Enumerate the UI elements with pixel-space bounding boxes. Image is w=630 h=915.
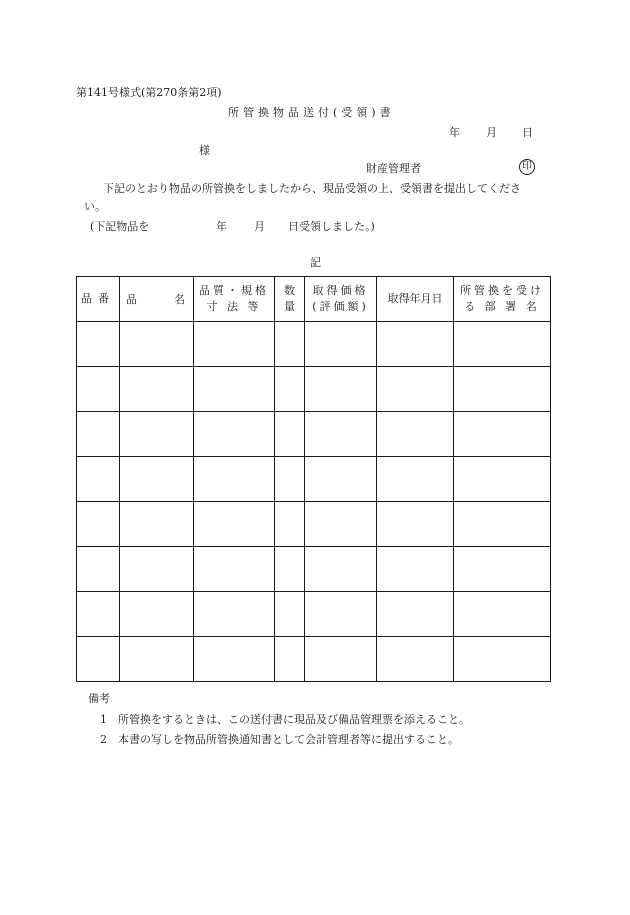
table-cell[interactable]: [275, 592, 305, 637]
table-cell[interactable]: [377, 637, 454, 682]
header-acquisition-price: [305, 277, 377, 322]
item-table: [76, 276, 551, 682]
table-cell[interactable]: [305, 412, 377, 457]
receipt-statement-suffix: 日受領しました。): [288, 220, 375, 233]
table-cell[interactable]: [377, 592, 454, 637]
table-cell[interactable]: [120, 412, 194, 457]
table-cell[interactable]: [377, 367, 454, 412]
date-month-label: 月: [486, 126, 497, 139]
header-price-line1: 取得価格: [312, 284, 369, 297]
table-cell[interactable]: [194, 457, 275, 502]
table-cell[interactable]: [454, 592, 551, 637]
table-cell[interactable]: [305, 367, 377, 412]
table-cell[interactable]: [275, 502, 305, 547]
table-row: [77, 367, 551, 412]
remark-note-text: 所管換をするときは、この送付書に現品及び備品管理票を添えること。: [118, 713, 470, 726]
header-dept-line2: る 部 署 名: [464, 300, 540, 313]
remark-note-number: 1: [100, 713, 107, 726]
table-body: [77, 322, 551, 682]
table-cell[interactable]: [305, 547, 377, 592]
date-day-label: 日: [522, 126, 533, 139]
table-cell[interactable]: [454, 322, 551, 367]
table-cell[interactable]: [194, 547, 275, 592]
table-cell[interactable]: [377, 412, 454, 457]
table-cell[interactable]: [120, 637, 194, 682]
header-quantity-line1: 数: [284, 284, 295, 297]
header-acquisition-date: 取得年月日: [377, 277, 454, 322]
document-title: 所管換物品送付(受領)書: [228, 106, 395, 119]
header-quality-line2: 寸 法 等: [206, 300, 262, 313]
table-cell[interactable]: [377, 547, 454, 592]
property-manager-label: 財産管理者: [366, 162, 421, 175]
table-cell[interactable]: [275, 547, 305, 592]
receipt-statement-prefix: (下記物品を: [90, 220, 150, 233]
table-cell[interactable]: [305, 322, 377, 367]
body-text-line2: い。: [84, 200, 106, 213]
table-cell[interactable]: [377, 322, 454, 367]
table-cell[interactable]: [305, 502, 377, 547]
table-row: [77, 457, 551, 502]
form-number: 第141号様式(第270条第2項): [76, 86, 222, 99]
table-cell[interactable]: [275, 637, 305, 682]
header-item-name-left: 品: [126, 293, 137, 306]
table-cell[interactable]: [77, 322, 120, 367]
table-cell[interactable]: [305, 637, 377, 682]
table-row: [77, 322, 551, 367]
table-cell[interactable]: [120, 592, 194, 637]
table-row: [77, 547, 551, 592]
table-cell[interactable]: [120, 502, 194, 547]
table-cell[interactable]: [194, 322, 275, 367]
table-row: [77, 592, 551, 637]
body-text-line1: 下記のとおり物品の所管換をしましたから、現品受領の上、受領書を提出してくださ: [103, 182, 521, 195]
table-cell[interactable]: [275, 457, 305, 502]
header-item-no: 品番: [77, 277, 120, 322]
header-item-name: [120, 277, 194, 322]
remark-note-number: 2: [100, 733, 107, 746]
header-quantity-line2: 量: [284, 300, 295, 313]
table-cell[interactable]: [120, 367, 194, 412]
table-row: [77, 637, 551, 682]
table-cell[interactable]: [77, 367, 120, 412]
table-cell[interactable]: [377, 457, 454, 502]
table-cell[interactable]: [77, 592, 120, 637]
table-cell[interactable]: [305, 457, 377, 502]
table-header-row: [77, 277, 551, 322]
table-cell[interactable]: [454, 412, 551, 457]
table-row: [77, 412, 551, 457]
table-cell[interactable]: [454, 457, 551, 502]
table-cell[interactable]: [77, 412, 120, 457]
table-cell[interactable]: [454, 367, 551, 412]
remark-note: [100, 731, 459, 747]
date-year-label: 年: [449, 126, 460, 139]
ki-label: 記: [310, 256, 321, 269]
table-cell[interactable]: [194, 502, 275, 547]
table-cell[interactable]: [194, 412, 275, 457]
table-row: [77, 502, 551, 547]
table-cell[interactable]: [77, 502, 120, 547]
table-cell[interactable]: [120, 322, 194, 367]
table-cell[interactable]: [377, 502, 454, 547]
table-cell[interactable]: [305, 592, 377, 637]
table-cell[interactable]: [275, 412, 305, 457]
table-cell[interactable]: [77, 457, 120, 502]
header-dept-line1: 所管換を受け: [460, 284, 544, 297]
receipt-month-label: 月: [254, 220, 265, 233]
seal-mark: 印: [519, 159, 535, 175]
table-cell[interactable]: [194, 367, 275, 412]
receipt-year-label: 年: [216, 220, 227, 233]
remark-note-text: 本書の写しを物品所管換通知書として会計管理者等に提出すること。: [118, 733, 459, 746]
header-receiving-department: [454, 277, 551, 322]
header-quality-line1: 品質・規格: [199, 284, 269, 297]
table-cell[interactable]: [194, 637, 275, 682]
table-cell[interactable]: [454, 547, 551, 592]
table-cell[interactable]: [120, 457, 194, 502]
table-cell[interactable]: [454, 502, 551, 547]
table-cell[interactable]: [275, 322, 305, 367]
header-item-name-right: 名: [174, 293, 185, 306]
header-quantity: [275, 277, 305, 322]
table-cell[interactable]: [77, 547, 120, 592]
table-cell[interactable]: [454, 637, 551, 682]
addressee-suffix: 様: [199, 144, 210, 157]
table-cell[interactable]: [194, 592, 275, 637]
table-cell[interactable]: [77, 637, 120, 682]
table-cell[interactable]: [120, 547, 194, 592]
remark-note: [100, 711, 470, 727]
header-quality: [194, 277, 275, 322]
table-cell[interactable]: [275, 367, 305, 412]
header-price-line2: (評価額): [312, 300, 369, 313]
remarks-title: 備考: [88, 692, 110, 705]
